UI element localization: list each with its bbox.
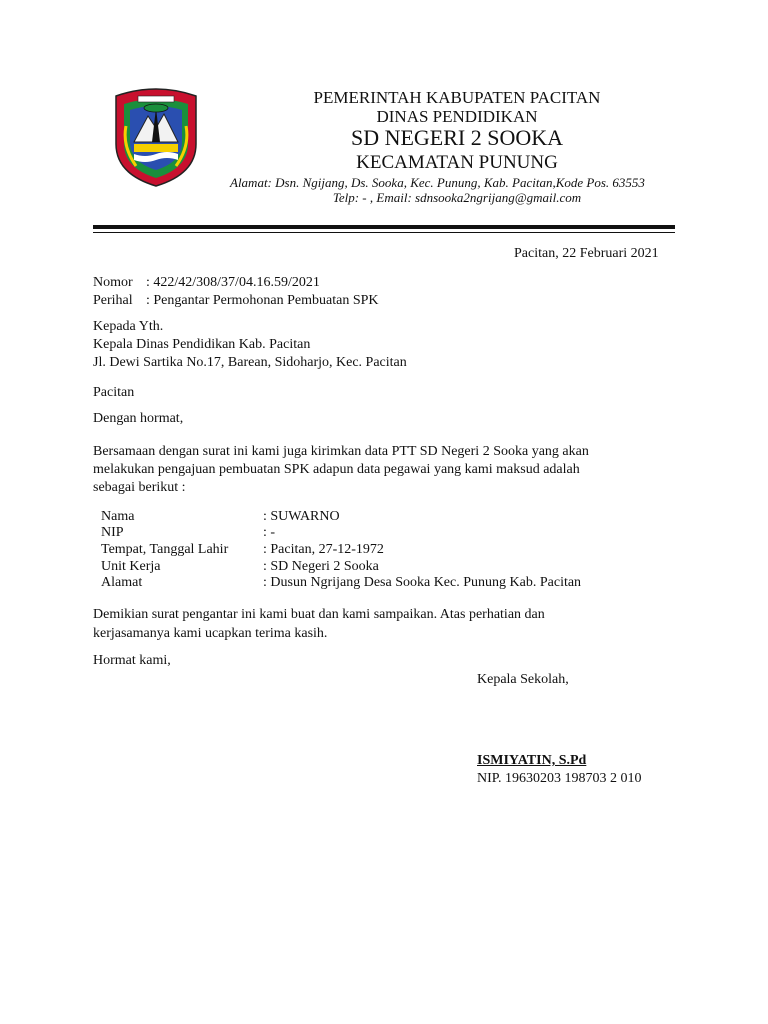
employee-label: Tempat, Tanggal Lahir [101, 542, 229, 557]
letter-date: Pacitan, 22 Februari 2021 [514, 246, 659, 261]
signatory-nip: NIP. 19630203 198703 2 010 [477, 771, 642, 786]
meta-value-subject: : Pengantar Permohonan Pembuatan SPK [146, 293, 379, 308]
header-address: Alamat: Dsn. Ngijang, Ds. Sooka, Kec. Punung, Kab. Pacitan,Kode Pos. 63553 [230, 175, 645, 190]
signatory-title: Kepala Sekolah, [477, 672, 569, 687]
employee-value: : Pacitan, 27-12-1972 [263, 542, 384, 557]
header-department: DINAS PENDIDIKAN [376, 107, 538, 126]
meta-label-number: Nomor [93, 275, 133, 290]
meta-value-number: : 422/42/308/37/04.16.59/2021 [146, 275, 320, 290]
recipient-line: Kepada Yth. [93, 319, 164, 334]
closing-line: Demikian surat pengantar ini kami buat dan kami sampaikan. Atas perhatian dan [93, 607, 545, 622]
header-school: SD NEGERI 2 SOOKA [350, 125, 564, 150]
employee-value: : SUWARNO [263, 509, 340, 524]
recipient-city: Pacitan [93, 385, 135, 400]
signatory-name: ISMIYATIN, S.Pd [477, 753, 587, 768]
employee-value: : SD Negeri 2 Sooka [263, 559, 379, 574]
header-government: PEMERINTAH KABUPATEN PACITAN [313, 88, 601, 107]
intro-line: Bersamaan dengan surat ini kami juga kirimkan data PTT SD Negeri 2 Sooka yang akan [93, 444, 589, 459]
greeting: Dengan hormat, [93, 411, 184, 426]
employee-label: NIP [101, 525, 124, 540]
employee-label: Unit Kerja [101, 559, 161, 574]
recipient-line: Kepala Dinas Pendidikan Kab. Pacitan [93, 337, 311, 352]
employee-label: Alamat [101, 575, 143, 590]
intro-line: sebagai berikut : [93, 480, 186, 495]
employee-value: : - [263, 525, 276, 540]
header-divider-thick [93, 225, 675, 229]
closing-line: kerjasamanya kami ucapkan terima kasih. [93, 626, 328, 641]
header-contact: Telp: - , Email: sdnsooka2ngrijang@gmail.com [332, 190, 582, 205]
intro-line: melakukan pengajuan pembuatan SPK adapun data pegawai yang kami maksud adalah [93, 462, 580, 477]
employee-value: : Dusun Ngrijang Desa Sooka Kec. Punung Kab. Pacitan [263, 575, 582, 590]
header-district: KECAMATAN PUNUNG [356, 152, 558, 173]
regards: Hormat kami, [93, 653, 171, 668]
employee-label: Nama [101, 509, 135, 524]
meta-label-subject: Perihal [93, 293, 133, 308]
header-divider-thin [93, 232, 675, 233]
recipient-line: Jl. Dewi Sartika No.17, Barean, Sidoharjo, Kec. Pacitan [93, 355, 407, 370]
